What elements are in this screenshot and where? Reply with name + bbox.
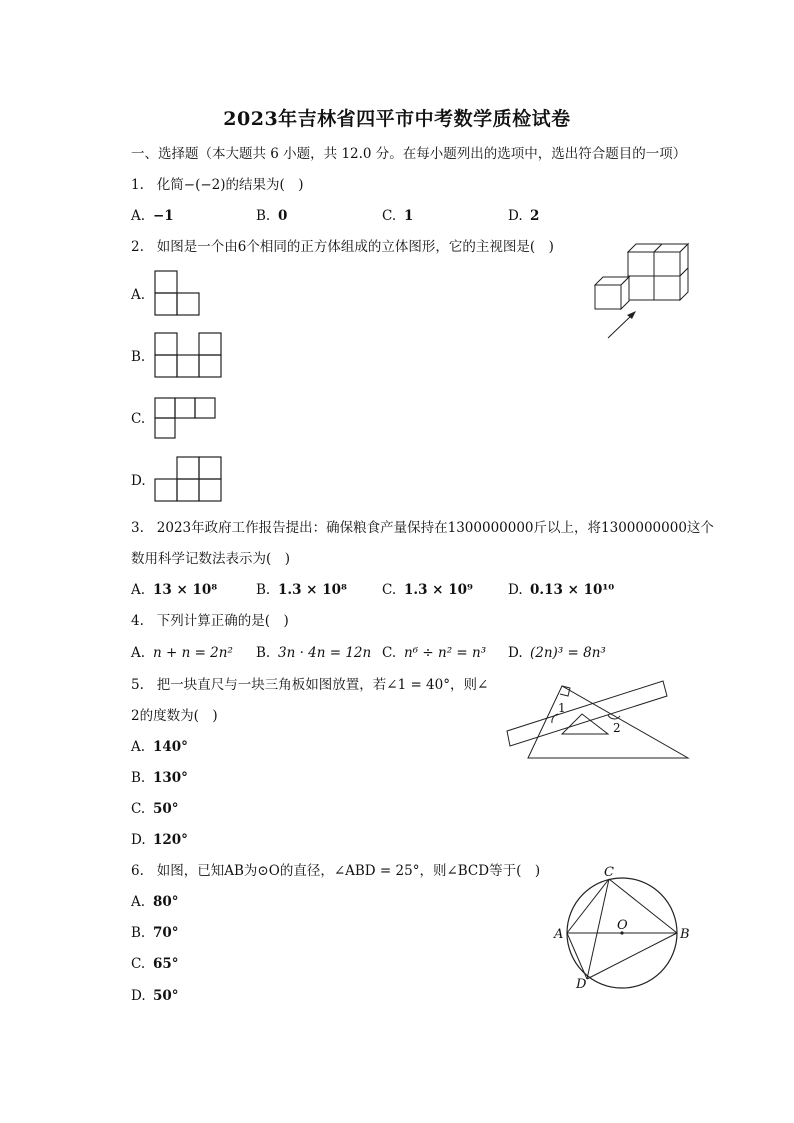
option-d[interactable]: D. 0.13 × 10¹⁰ xyxy=(508,582,615,598)
view-arrow xyxy=(608,314,633,338)
option-d[interactable]: D. 120° xyxy=(131,832,188,848)
question-1 xyxy=(131,176,304,194)
chord-ad xyxy=(567,933,587,979)
option-b[interactable]: B. 70° xyxy=(131,925,179,941)
circle-figure xyxy=(548,862,698,992)
option-c[interactable]: C. 50° xyxy=(131,801,179,817)
option-c[interactable]: C. 65° xyxy=(131,956,179,972)
question-text: 如图，已知AB为⊙O的直径，∠ABD = 25°，则∠BCD等于( ) xyxy=(156,863,541,879)
question-number: 5. xyxy=(131,677,144,693)
angle-1-label: 1 xyxy=(558,701,566,715)
option-b[interactable]: B. xyxy=(131,349,146,365)
point-c-label: C xyxy=(604,865,614,880)
option-c[interactable]: C. n⁶ ÷ n² = n³ xyxy=(382,645,487,661)
angle-2-label: 2 xyxy=(613,721,621,735)
chord-cd xyxy=(587,879,609,979)
cube-solid-figure xyxy=(590,238,690,342)
question-text: 如图是一个由6个相同的正方体组成的立体图形，它的主视图是( ) xyxy=(156,239,554,255)
question-number: 6. xyxy=(131,863,144,879)
option-c[interactable]: C. 1.3 × 10⁹ xyxy=(382,582,473,598)
option-d[interactable]: D. xyxy=(131,473,146,489)
point-d-label: D xyxy=(576,977,587,992)
question-5 xyxy=(131,676,488,694)
point-a-label: A xyxy=(554,927,564,942)
option-b[interactable]: B. 130° xyxy=(131,770,188,786)
question-5-continued: 2的度数为( ) xyxy=(131,708,218,724)
question-text: 化简−(−2)的结果为( ) xyxy=(156,177,304,193)
option-b[interactable]: B. 3n · 4n = 12n xyxy=(256,645,372,661)
question-text-line-1: 2023年政府工作报告提出：确保粮食产量保持在1300000000斤以上，将1300000000这个 xyxy=(156,520,714,536)
option-d-view xyxy=(154,456,224,504)
point-o-label: O xyxy=(617,918,628,933)
question-number: 1. xyxy=(131,177,144,193)
option-b[interactable]: B. 1.3 × 10⁸ xyxy=(256,582,347,598)
option-a[interactable]: A. n + n = 2n² xyxy=(131,645,233,661)
question-text: 下列计算正确的是( ) xyxy=(156,613,289,629)
chord-db xyxy=(587,933,677,979)
option-c-view xyxy=(154,397,220,441)
option-a[interactable]: A. 13 × 10⁸ xyxy=(131,582,218,598)
option-b-view xyxy=(154,332,224,380)
option-a-view xyxy=(154,270,202,318)
straight-ruler xyxy=(507,681,667,746)
option-d[interactable]: D. 50° xyxy=(131,988,179,1004)
question-number: 4. xyxy=(131,613,144,629)
option-c[interactable]: C. 1 xyxy=(382,208,414,224)
question-3 xyxy=(131,519,714,537)
question-3-continued: 数用科学记数法表示为( ) xyxy=(131,551,291,567)
point-b-label: B xyxy=(680,927,690,942)
option-a[interactable]: A. xyxy=(131,287,146,303)
question-number: 2. xyxy=(131,239,144,255)
question-text-line-1: 把一块直尺与一块三角板如图放置，若∠1 = 40°，则∠ xyxy=(156,677,489,693)
question-4 xyxy=(131,612,289,630)
question-number: 3. xyxy=(131,520,144,536)
page-title: 2023年吉林省四平市中考数学质检试卷 xyxy=(223,108,571,130)
option-d[interactable]: D. (2n)³ = 8n³ xyxy=(508,645,606,661)
ruler-triangle-figure xyxy=(500,676,695,766)
option-c[interactable]: C. xyxy=(131,411,146,427)
question-6 xyxy=(131,862,540,880)
option-b[interactable]: B. 0 xyxy=(256,208,288,224)
option-a[interactable]: A. −1 xyxy=(131,208,174,224)
option-a[interactable]: A. 140° xyxy=(131,739,188,755)
option-a[interactable]: A. 80° xyxy=(131,894,179,910)
option-d[interactable]: D. 2 xyxy=(508,208,540,224)
question-2 xyxy=(131,238,554,256)
section-heading: 一、选择题（本大题共 6 小题，共 12.0 分。在每小题列出的选项中，选出符合题目的一项） xyxy=(131,146,687,162)
